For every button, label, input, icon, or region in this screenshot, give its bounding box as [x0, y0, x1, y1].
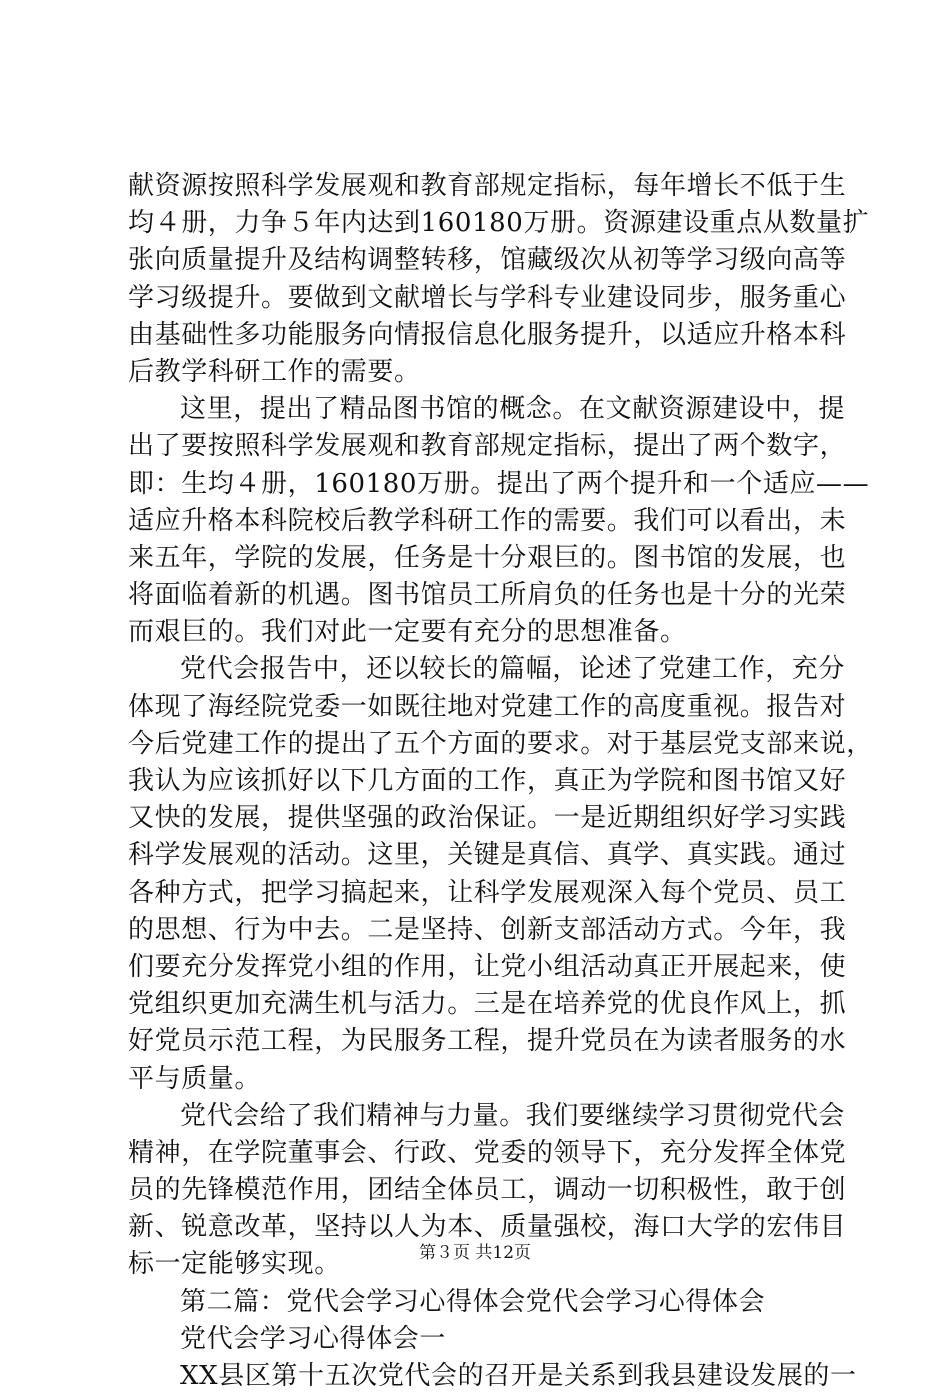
text-line: 科学发展观的活动。这里，关键是真信、真学、真实践。通过 [128, 840, 847, 871]
text-line: 平与质量。 [128, 1063, 262, 1094]
page-footer: 第３页 共12页 [418, 1243, 532, 1263]
text-line: 党代会给了我们精神与力量。我们要继续学习贯彻党代会 [180, 1100, 846, 1131]
text-line: 将面临着新的机遇。图书馆员工所肩负的任务也是十分的光荣 [128, 580, 847, 611]
text-line: XX县区第十五次党代会的召开是关系到我县建设发展的一 [180, 1361, 857, 1391]
text-line: 适应升格本科院校后教学科研工作的需要。我们可以看出，未 [128, 505, 847, 536]
text-line: 学习级提升。要做到文献增长与学科专业建设同步，服务重心 [128, 282, 847, 313]
text-line: 张向质量提升及结构调整转移，馆藏级次从初等学习级向高等 [128, 245, 847, 276]
text-line: 后教学科研工作的需要。 [128, 356, 421, 387]
text-line: 标一定能够实现。 [128, 1249, 341, 1280]
text-line: 而艰巨的。我们对此一定要有充分的思想准备。 [128, 617, 687, 648]
text-line: 精神，在学院董事会、行政、党委的领导下，充分发挥全体党 [128, 1137, 847, 1168]
text-line: 新、锐意改革，坚持以人为本、质量强校，海口大学的宏伟目 [128, 1212, 847, 1243]
document-body [128, 168, 873, 1395]
text-line: 体现了海经院党委一如既往地对党建工作的高度重视。报告对 [128, 691, 847, 722]
text-line: 的思想、行为中去。二是坚持、创新支部活动方式。今年，我 [128, 914, 847, 945]
text-line: 党代会报告中，还以较长的篇幅，论述了党建工作，充分 [180, 654, 846, 685]
text-line: 今后党建工作的提出了五个方面的要求。对于基层党支部来说， [128, 728, 873, 759]
text-line: 员的先锋模范作用，团结全体员工，调动一切积极性，敢于创 [128, 1175, 847, 1206]
text-line: 各种方式，把学习搞起来，让科学发展观深入每个党员、员工 [128, 877, 847, 908]
text-line: 们要充分发挥党小组的作用，让党小组活动真正开展起来，使 [128, 951, 847, 982]
text-line: 献资源按照科学发展观和教育部规定指标，每年增长不低于生 [128, 171, 847, 201]
text-line: 来五年，学院的发展，任务是十分艰巨的。图书馆的发展，也 [128, 542, 847, 573]
text-line: 均４册，力争５年内达到160180万册。资源建设重点从数量扩 [128, 208, 870, 239]
text-line: 由基础性多功能服务向情报信息化服务提升，以适应升格本科 [128, 319, 847, 350]
text-line: 即：生均４册，160180万册。提出了两个提升和一个适应—— [128, 468, 870, 499]
text-line: 又快的发展，提供坚强的政治保证。一是近期组织好学习实践 [128, 803, 847, 834]
text-line: 党组织更加充满生机与活力。三是在培养党的优良作风上，抓 [128, 989, 847, 1020]
text-line: 出了要按照科学发展观和教育部规定指标，提出了两个数字， [128, 431, 847, 462]
text-line: 好党员示范工程，为民服务工程，提升党员在为读者服务的水 [128, 1026, 847, 1057]
text-line: 我认为应该抓好以下几方面的工作，真正为学院和图书馆又好 [128, 766, 847, 796]
text-line: 这里，提出了精品图书馆的概念。在文献资源建设中，提 [180, 394, 846, 425]
text-line: 党代会学习心得体会一 [180, 1323, 447, 1354]
text-line: 第二篇：党代会学习心得体会党代会学习心得体会 [180, 1286, 766, 1317]
